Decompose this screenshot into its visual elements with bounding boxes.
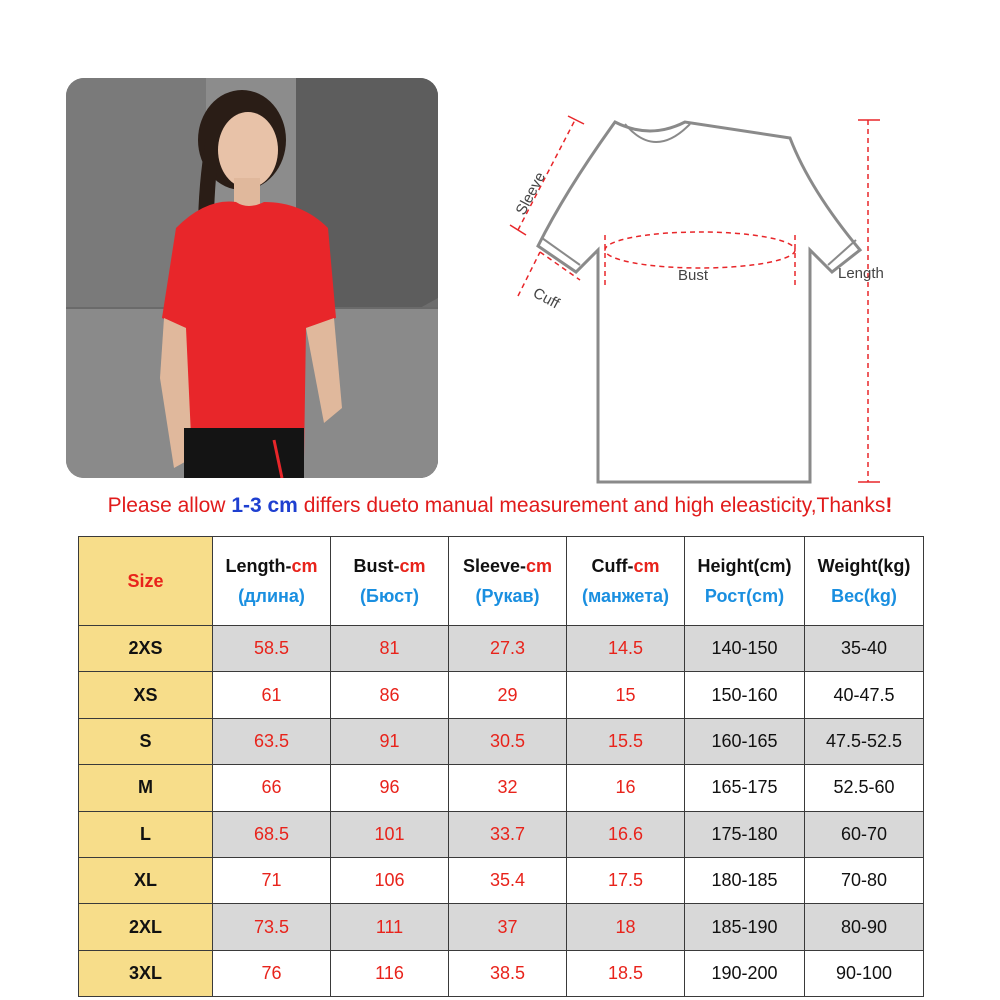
length-label: Length [838, 265, 884, 282]
tshirt-measurement-diagram [480, 110, 900, 490]
measurement-cell: 38.5 [449, 950, 567, 996]
measurement-cell: 96 [331, 765, 449, 811]
notice-exclamation: ! [885, 494, 893, 517]
size-label-cell: L [79, 811, 213, 857]
measurement-cell: 73.5 [213, 904, 331, 950]
fit-range-cell: 140-150 [685, 626, 805, 672]
model-photo-illustration [66, 78, 438, 478]
measurement-cell: 16.6 [567, 811, 685, 857]
measurement-cell: 68.5 [213, 811, 331, 857]
product-photo [66, 78, 438, 478]
notice-text-end: differs dueto manual measurement and high eleasticity,Thanks [297, 494, 886, 517]
header-size: Size [79, 537, 213, 626]
measurement-cell: 81 [331, 626, 449, 672]
measurement-cell: 14.5 [567, 626, 685, 672]
fit-range-cell: 40-47.5 [805, 672, 924, 718]
measurement-notice [0, 494, 1000, 518]
cuff-label: Cuff [530, 284, 563, 313]
table-row [79, 718, 924, 764]
measurement-cell: 66 [213, 765, 331, 811]
table-row [79, 857, 924, 903]
measurement-cell: 58.5 [213, 626, 331, 672]
fit-range-cell: 150-160 [685, 672, 805, 718]
measurement-cell: 27.3 [449, 626, 567, 672]
measurement-cell: 91 [331, 718, 449, 764]
measurement-cell: 29 [449, 672, 567, 718]
table-row [79, 765, 924, 811]
notice-tolerance: 1-3 cm [231, 494, 298, 517]
measurement-cell: 116 [331, 950, 449, 996]
tshirt-outline [538, 122, 860, 482]
fit-range-cell: 70-80 [805, 857, 924, 903]
measurement-cell: 33.7 [449, 811, 567, 857]
fit-range-cell: 35-40 [805, 626, 924, 672]
size-label-cell: 3XL [79, 950, 213, 996]
table-row [79, 626, 924, 672]
fit-range-cell: 190-200 [685, 950, 805, 996]
bust-label: Bust [678, 267, 709, 284]
header-length: Length-cm (длина) [213, 537, 331, 626]
fit-range-cell: 160-165 [685, 718, 805, 764]
table-row [79, 672, 924, 718]
measurement-cell: 76 [213, 950, 331, 996]
fit-range-cell: 52.5-60 [805, 765, 924, 811]
fit-range-cell: 90-100 [805, 950, 924, 996]
measurement-cell: 71 [213, 857, 331, 903]
table-header-row [79, 537, 924, 626]
measurement-cell: 86 [331, 672, 449, 718]
measurement-cell: 63.5 [213, 718, 331, 764]
fit-range-cell: 47.5-52.5 [805, 718, 924, 764]
fit-range-cell: 80-90 [805, 904, 924, 950]
measurement-cell: 18.5 [567, 950, 685, 996]
header-bust: Bust-cm (Бюст) [331, 537, 449, 626]
measurement-cell: 37 [449, 904, 567, 950]
measurement-cell: 30.5 [449, 718, 567, 764]
measurement-cell: 16 [567, 765, 685, 811]
sleeve-label: Sleeve [512, 169, 550, 218]
fit-range-cell: 175-180 [685, 811, 805, 857]
measurement-cell: 106 [331, 857, 449, 903]
fit-range-cell: 60-70 [805, 811, 924, 857]
measurement-cell: 101 [331, 811, 449, 857]
size-label-cell: 2XL [79, 904, 213, 950]
measurement-cell: 15.5 [567, 718, 685, 764]
fit-range-cell: 180-185 [685, 857, 805, 903]
size-label-cell: 2XS [79, 626, 213, 672]
table-row [79, 904, 924, 950]
size-chart-table [78, 536, 924, 997]
measurement-cell: 18 [567, 904, 685, 950]
header-height: Height(cm) Рост(cm) [685, 537, 805, 626]
table-row [79, 811, 924, 857]
size-label-cell: M [79, 765, 213, 811]
size-label-cell: XS [79, 672, 213, 718]
fit-range-cell: 185-190 [685, 904, 805, 950]
measurement-cell: 35.4 [449, 857, 567, 903]
table-row [79, 950, 924, 996]
header-sleeve: Sleeve-cm (Рукав) [449, 537, 567, 626]
header-cuff: Cuff-cm (манжета) [567, 537, 685, 626]
measurement-cell: 61 [213, 672, 331, 718]
header-weight: Weight(kg) Вес(kg) [805, 537, 924, 626]
notice-text-start: Please allow [107, 494, 232, 517]
measurement-cell: 32 [449, 765, 567, 811]
fit-range-cell: 165-175 [685, 765, 805, 811]
measurement-cell: 15 [567, 672, 685, 718]
size-label-cell: S [79, 718, 213, 764]
measurement-cell: 17.5 [567, 857, 685, 903]
measurement-cell: 111 [331, 904, 449, 950]
size-label-cell: XL [79, 857, 213, 903]
